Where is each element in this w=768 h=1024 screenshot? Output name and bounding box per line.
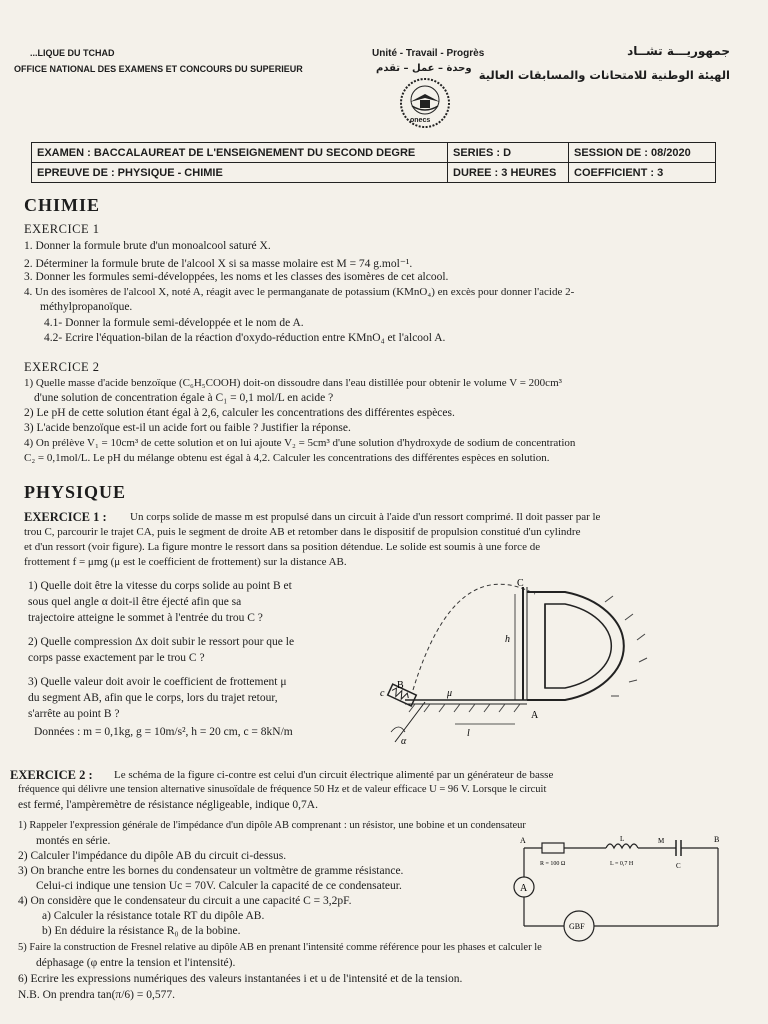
chimie-ex1-q3: 3. Donner les formules semi-développées, les noms et les classes des isomères de cet alcool. — [24, 271, 449, 283]
chimie-ex1-q1: 1. Donner la formule brute d'un monoalcool saturé X. — [24, 240, 271, 252]
gbf-label: GBF — [569, 922, 585, 931]
physique-ex2-title: EXERCICE 2 : — [10, 768, 93, 782]
fig-label-h: h — [505, 634, 510, 645]
fig-label-l: l — [467, 728, 470, 739]
physique-ex2-q5a: 5) Faire la construction de Fresnel relative au dipôle AB en prenant l'intensité comme référence pour les phases et calculer le — [18, 942, 542, 953]
fig-label-C: C — [517, 578, 524, 589]
logo-text: onecs — [410, 117, 431, 124]
physique-ex1-q1: 1) Quelle doit être la vitesse du corps solide au point B et sous quel angle α doit-il être éjecté afin que sa trajectoire atteigne le sommet à l'entrée du trou C ? — [28, 580, 292, 624]
chimie-ex2-title: EXERCICE 2 — [24, 360, 100, 374]
header-center-line1: Unité - Travail - Progrès — [372, 48, 485, 59]
chimie-ex1-q4b: méthylpropanoïque. — [40, 301, 133, 313]
circuit-label-R: R = 100 Ω — [540, 861, 566, 867]
series-cell: SERIES : D — [448, 143, 569, 163]
examen-cell: EXAMEN : BACCALAUREAT DE L'ENSEIGNEMENT DU SECOND DEGRE — [32, 143, 448, 163]
circuit-label-L: L = 0,7 H — [610, 861, 634, 867]
chimie-ex1-title: EXERCICE 1 — [24, 222, 100, 236]
fig-label-c: c — [380, 688, 385, 699]
physique-ex2-nb: N.B. On prendra tan(π/6) = 0,577. — [18, 989, 175, 1001]
header-left-line2: OFFICE NATIONAL DES EXAMENS ET CONCOURS DU SUPERIEUR — [14, 64, 303, 74]
epreuve-cell: EPREUVE DE : PHYSIQUE - CHIMIE — [32, 163, 448, 183]
physique-title: PHYSIQUE — [24, 482, 127, 502]
header-center-line2: وحدة – عمل – تقدم — [376, 63, 472, 74]
physique-ex2-q4a: a) Calculer la résistance totale RT du dipôle AB. — [42, 910, 265, 922]
duree-cell: DUREE : 3 HEURES — [448, 163, 569, 183]
fig-label-A: A — [531, 710, 539, 721]
physique-ex1-intro-a: Un corps solide de masse m est propulsé dans un circuit à l'aide d'un ressort comprimé. Il doit passer par le — [130, 511, 601, 523]
physique-ex1-q2: 2) Quelle compression Δx doit subir le ressort pour que le corps passe exactement par le trou C ? — [28, 636, 295, 664]
physique-ex1-intro-b: trou C, parcourir le trajet CA, puis le segment de droite AB et retomber dans le dispositif de propulsion constitué d'un cylindre — [24, 526, 581, 538]
chimie-ex1-q42: 4.2- Ecrire l'équation-bilan de la réaction d'oxydo-réduction entre KMnO₄ et l'alcool A. — [44, 332, 446, 344]
chimie-ex2-q1b: d'une solution de concentration égale à C₁ = 0,1 mol/L en acide ? — [34, 392, 334, 404]
chimie-ex2-q3: 3) L'acide benzoïque est-il un acide fort ou faible ? Justifier la réponse. — [24, 422, 351, 434]
header-right-line1: جمهوريـــة تشــاد — [627, 44, 730, 58]
chimie-ex2-q4a: 4) On prélève V₁ = 10cm³ de cette solution et on lui ajoute V₂ = 5cm³ d'une solution d'hydroxyde de sodium de concentration — [24, 437, 576, 449]
circuit-label-M: M — [658, 837, 665, 845]
ex1-figure — [375, 572, 735, 750]
physique-ex2-intro-a: Le schéma de la figure ci-contre est celui d'un circuit électrique alimenté par un générateur de basse — [114, 769, 554, 781]
chimie-ex1-q41: 4.1- Donner la formule semi-développée et le nom de A. — [44, 317, 304, 329]
physique-ex2-q4: 4) On considère que le condensateur du circuit a une capacité C = 3,2pF. — [18, 895, 352, 907]
physique-ex1-intro-c: et d'un ressort (voir figure). La figure montre le ressort dans sa position détendue. Le solide est soumis à une force de — [24, 541, 541, 553]
chimie-ex1-q4a: 4. Un des isomères de l'alcool X, noté A, réagit avec le permanganate de potassium (KMnO₄) en excès pour donner l'acide 2- — [24, 286, 575, 298]
physique-ex2-q3a: 3) On branche entre les bornes du condensateur un voltmètre de gramme résistance. — [18, 865, 404, 877]
physique-ex2-q1b: montés en série. — [36, 835, 111, 847]
chimie-title: CHIMIE — [24, 195, 101, 215]
circuit-label-C: C — [676, 862, 681, 870]
physique-ex2-q5b: déphasage (φ entre la tension et l'intensité). — [36, 957, 236, 969]
header-left-line1: ...LIQUE DU TCHAD — [30, 48, 115, 58]
fig-label-alpha: α — [401, 736, 407, 747]
onecs-logo — [398, 76, 452, 130]
physique-ex2-q2: 2) Calculer l'impédance du dipôle AB du circuit ci-dessus. — [18, 850, 287, 862]
circuit-label-Lsym: L — [620, 835, 625, 843]
physique-ex1-intro-d: frottement f = μmg (μ est le coefficient de frottement) sur la distance AB. — [24, 556, 347, 568]
fig-label-B: B — [397, 680, 404, 691]
chimie-ex2-q1a: 1) Quelle masse d'acide benzoïque (C₆H₅COOH) doit-on dissoudre dans l'eau distillée pour obtenir le volume V = 200cm³ — [24, 377, 562, 389]
physique-ex1-q3: 3) Quelle valeur doit avoir le coefficient de frottement μ du segment AB, afin que le corps, lors du trajet retour, s'arrête au point B ? — [28, 676, 287, 720]
circuit-label-A: A — [520, 836, 526, 845]
header-right-line2: الهيئة الوطنية للامتحانات والمسابقات العالية — [478, 68, 730, 82]
coefficient-cell: COEFFICIENT : 3 — [569, 163, 716, 183]
circuit-label-B: B — [714, 835, 720, 844]
physique-ex1-title: EXERCICE 1 : — [24, 510, 107, 524]
ammeter-symbol: A — [520, 883, 528, 894]
physique-ex2-q4b: b) En déduire la résistance R₀ de la bobine. — [42, 925, 241, 937]
physique-ex1-donnees: Données : m = 0,1kg, g = 10m/s², h = 20 cm, c = 8kN/m — [34, 726, 293, 738]
chimie-ex2-q4b: C₂ = 0,1mol/L. Le pH du mélange obtenu est égal à 4,2. Calculer les concentrations des différentes espèces en solution. — [24, 452, 550, 464]
physique-ex2-intro-c: est fermé, l'ampèremètre de résistance négligeable, indique 0,7A. — [18, 799, 318, 811]
chimie-ex1-q2: 2. Déterminer la formule brute de l'alcool X si sa masse molaire est M = 74 g.mol⁻¹. — [24, 258, 413, 270]
physique-ex2-q3b: Celui-ci indique une tension Uc = 70V. Calculer la capacité de ce condensateur. — [36, 880, 402, 892]
physique-ex2-q1a: 1) Rappeler l'expression générale de l'impédance d'un dipôle AB comprenant : un résistor, une bobine et un condensateur — [18, 820, 526, 831]
circuit-figure — [498, 834, 730, 942]
session-cell: SESSION DE : 08/2020 — [569, 143, 716, 163]
physique-ex2-q6: 6) Ecrire les expressions numériques des valeurs instantanées i et u de l'intensité et de la tension. — [18, 973, 463, 985]
fig-label-mu: μ — [447, 688, 453, 699]
chimie-ex2-q2: 2) Le pH de cette solution étant égal à 2,6, calculer les concentrations des différentes espèces. — [24, 407, 455, 419]
physique-ex2-intro-b: fréquence qui délivre une tension alternative sinusoïdale de fréquence 50 Hz et de valeur efficace U = 96 V. Lorsque le circuit — [18, 784, 547, 795]
exam-info-table — [31, 142, 716, 183]
